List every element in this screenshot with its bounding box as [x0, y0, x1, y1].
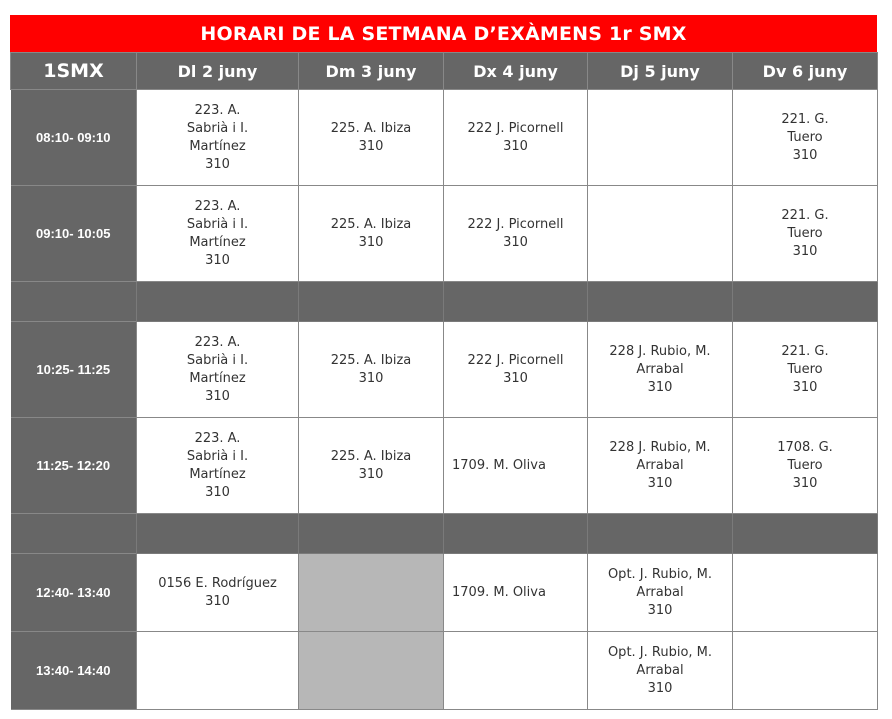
exam-line: Arrabal	[636, 662, 684, 678]
exam-room: 310	[792, 475, 818, 491]
empty-cell	[137, 632, 299, 710]
exam-cell	[299, 90, 444, 186]
day-header: Dj 5 juny	[588, 53, 733, 90]
empty-cell	[588, 186, 733, 282]
exam-line: 225. A. Ibiza	[330, 120, 412, 136]
day-header: Dl 2 juny	[137, 53, 299, 90]
exam-line: 1709. M. Oliva	[452, 584, 546, 600]
exam-cell	[588, 554, 733, 632]
unavailable-cell	[299, 632, 444, 710]
break-bar	[299, 282, 444, 322]
exam-room: 310	[792, 147, 818, 163]
exam-line: 222 J. Picornell	[467, 120, 564, 136]
exam-line: Opt. J. Rubio, M.	[607, 566, 713, 582]
exam-room: 310	[205, 484, 230, 500]
exam-cell	[444, 90, 588, 186]
exam-line: 223. A.	[194, 198, 241, 214]
exam-line: Martínez	[189, 466, 246, 482]
exam-cell	[137, 418, 299, 514]
exam-line: Arrabal	[636, 457, 684, 473]
table-row	[11, 186, 878, 282]
exam-line: Tuero	[787, 129, 823, 145]
exam-line: 225. A. Ibiza	[330, 448, 412, 464]
schedule-table	[10, 52, 878, 710]
day-header: Dx 4 juny	[444, 53, 588, 90]
exam-line: 223. A.	[194, 334, 241, 350]
break-bar	[733, 282, 878, 322]
exam-line: 0156 E. Rodríguez	[158, 575, 277, 591]
exam-line: Tuero	[787, 225, 823, 241]
break-bar	[588, 282, 733, 322]
unavailable-cell	[299, 554, 444, 632]
exam-line: 221. G.	[781, 343, 829, 359]
exam-line: 223. A.	[194, 430, 241, 446]
table-row	[11, 90, 878, 186]
exam-room: 310	[792, 379, 818, 395]
break-bar	[444, 514, 588, 554]
empty-cell	[444, 632, 588, 710]
exam-cell	[444, 186, 588, 282]
empty-cell	[588, 90, 733, 186]
exam-line: Opt. J. Rubio, M.	[607, 644, 713, 660]
exam-cell	[733, 322, 878, 418]
exam-room: 310	[205, 156, 230, 172]
exam-line: Sabrià i I.	[186, 352, 249, 368]
exam-line: 221. G.	[781, 207, 829, 223]
exam-room: 310	[358, 370, 384, 386]
break-row	[11, 282, 878, 322]
time-slot: 12:40- 13:40	[11, 554, 137, 632]
exam-line: Tuero	[787, 457, 823, 473]
exam-room: 310	[647, 602, 673, 618]
table-row	[11, 632, 878, 710]
break-bar	[299, 514, 444, 554]
schedule-title: HORARI DE LA SETMANA D’EXÀMENS 1r SMX	[10, 15, 877, 52]
break-bar	[137, 282, 299, 322]
time-slot: 10:25- 11:25	[11, 322, 137, 418]
table-row	[11, 418, 878, 514]
exam-room: 310	[358, 138, 384, 154]
empty-cell	[733, 554, 878, 632]
exam-cell	[588, 322, 733, 418]
exam-room: 310	[205, 252, 230, 268]
break-slot	[11, 514, 137, 554]
exam-line: 225. A. Ibiza	[330, 216, 412, 232]
exam-line: 228 J. Rubio, M.	[609, 439, 711, 455]
exam-room: 310	[503, 138, 528, 154]
empty-cell	[733, 632, 878, 710]
exam-cell	[733, 90, 878, 186]
time-slot: 11:25- 12:20	[11, 418, 137, 514]
time-slot: 09:10- 10:05	[11, 186, 137, 282]
exam-cell	[137, 322, 299, 418]
exam-line: 1709. M. Oliva	[452, 457, 546, 473]
exam-line: 228 J. Rubio, M.	[609, 343, 711, 359]
exam-room: 310	[647, 680, 673, 696]
exam-room: 310	[647, 379, 673, 395]
exam-room: 310	[503, 234, 528, 250]
table-row	[11, 322, 878, 418]
exam-line: Martínez	[189, 370, 246, 386]
exam-room: 310	[503, 370, 528, 386]
header-row	[11, 53, 878, 90]
exam-line: Arrabal	[636, 361, 684, 377]
exam-cell	[733, 418, 878, 514]
exam-cell	[137, 90, 299, 186]
day-header: Dm 3 juny	[299, 53, 444, 90]
exam-room: 310	[792, 243, 818, 259]
exam-room: 310	[205, 593, 230, 609]
exam-cell	[733, 186, 878, 282]
exam-cell	[444, 554, 588, 632]
exam-cell	[299, 186, 444, 282]
exam-cell	[588, 418, 733, 514]
exam-line: Sabrià i I.	[186, 120, 249, 136]
exam-line: 1708. G.	[777, 439, 833, 455]
exam-line: Martínez	[189, 234, 246, 250]
exam-line: Sabrià i I.	[186, 216, 249, 232]
break-bar	[588, 514, 733, 554]
exam-room: 310	[647, 475, 673, 491]
exam-line: 221. G.	[781, 111, 829, 127]
exam-room: 310	[358, 234, 384, 250]
exam-cell	[444, 418, 588, 514]
exam-line: 225. A. Ibiza	[330, 352, 412, 368]
exam-line: 222 J. Picornell	[467, 216, 564, 232]
day-header: Dv 6 juny	[733, 53, 878, 90]
exam-line: Arrabal	[636, 584, 684, 600]
break-bar	[733, 514, 878, 554]
break-row	[11, 514, 878, 554]
exam-cell	[137, 186, 299, 282]
exam-room: 310	[205, 388, 230, 404]
break-bar	[444, 282, 588, 322]
table-row	[11, 554, 878, 632]
exam-line: 222 J. Picornell	[467, 352, 564, 368]
exam-line: 223. A.	[194, 102, 241, 118]
time-slot: 08:10- 09:10	[11, 90, 137, 186]
exam-line: Sabrià i I.	[186, 448, 249, 464]
exam-cell	[137, 554, 299, 632]
time-slot: 13:40- 14:40	[11, 632, 137, 710]
exam-line: Tuero	[787, 361, 823, 377]
exam-cell	[299, 418, 444, 514]
class-label: 1SMX	[11, 53, 137, 90]
break-bar	[137, 514, 299, 554]
exam-cell	[588, 632, 733, 710]
exam-schedule	[10, 15, 877, 710]
exam-room: 310	[358, 466, 384, 482]
exam-cell	[444, 322, 588, 418]
break-slot	[11, 282, 137, 322]
exam-line: Martínez	[189, 138, 246, 154]
exam-cell	[299, 322, 444, 418]
